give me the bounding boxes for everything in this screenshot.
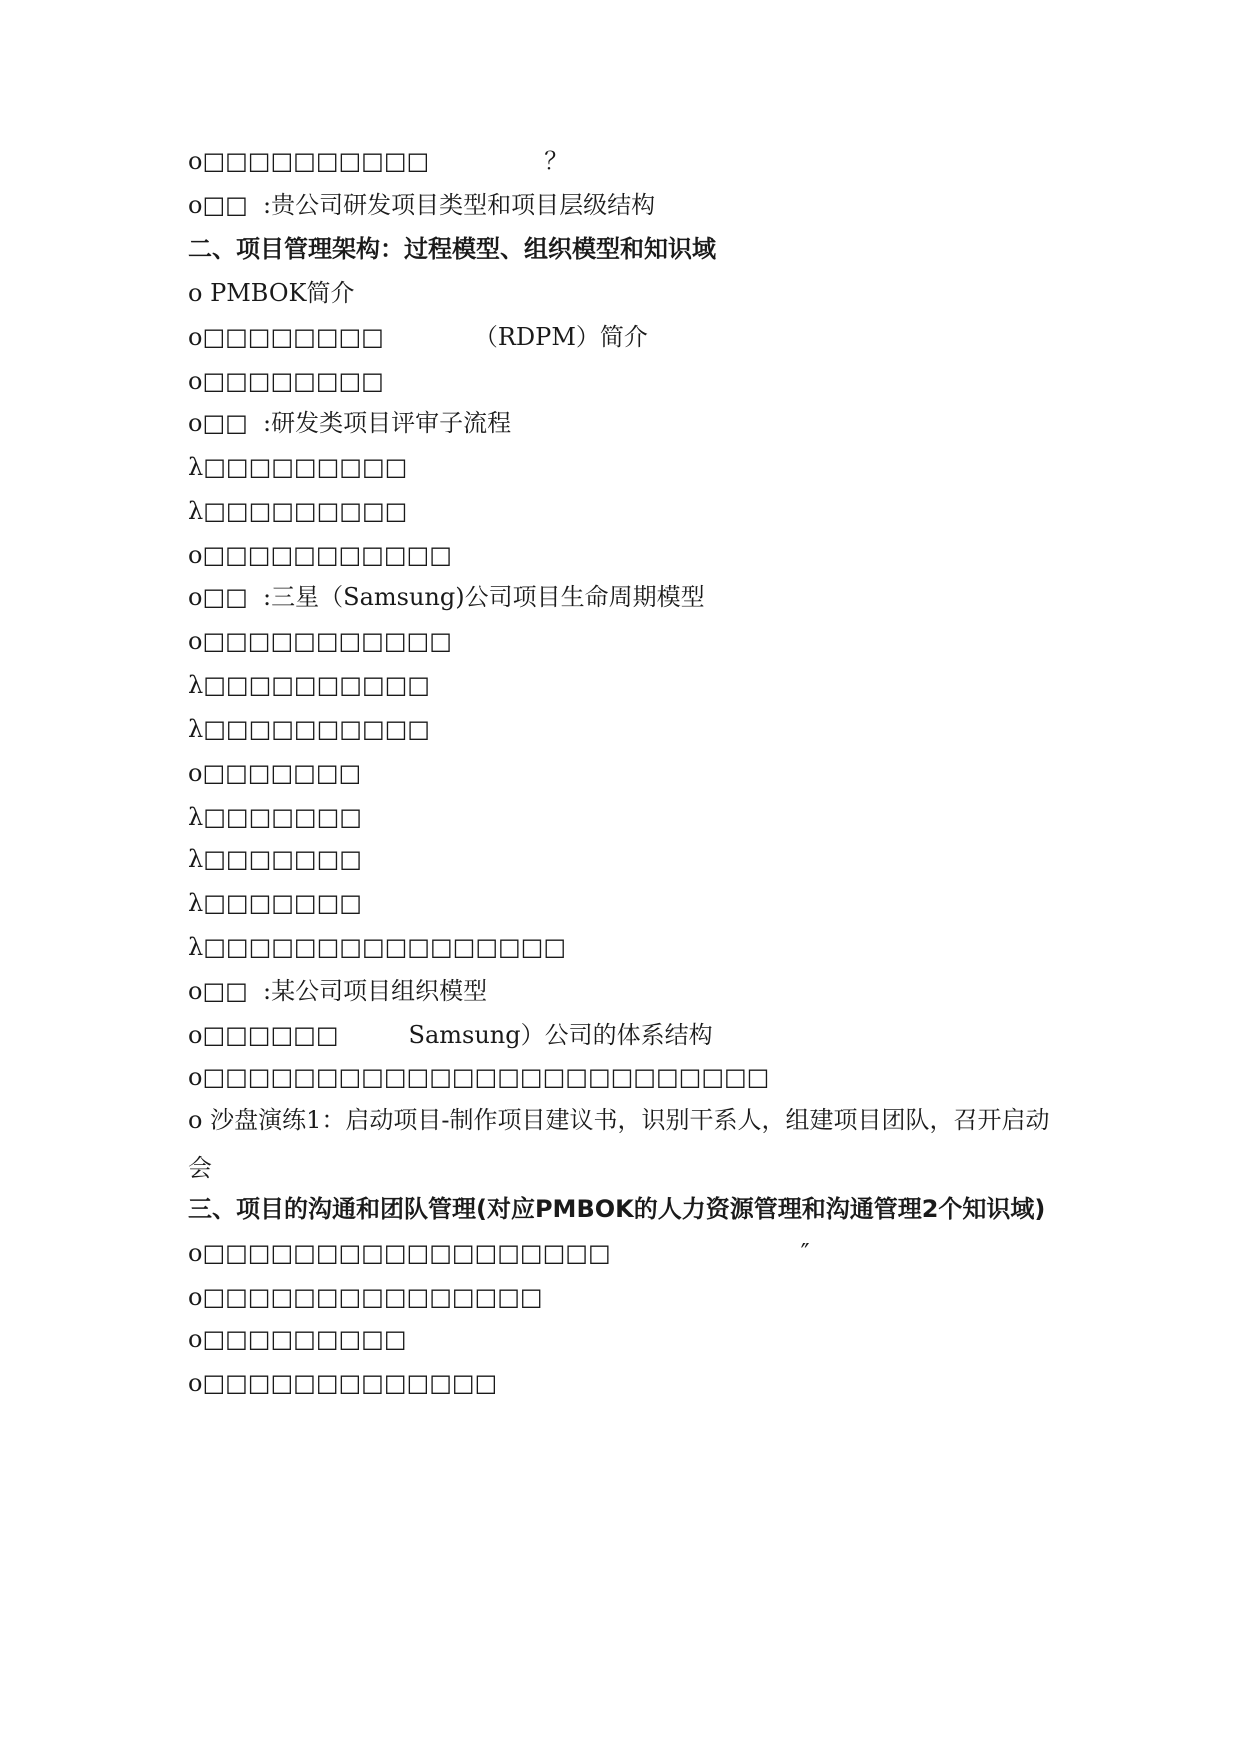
text-line-11: o□□ :三星（Samsung)公司项目生命周期模型 [188,583,705,611]
text-line-7: o□□ :研发类项目评审子流程 [188,409,512,437]
text-line-28: o□□□□□□□□□□□□□ [188,1369,498,1397]
text-line-6: o□□□□□□□□ [188,367,384,395]
text-line-9: λ□□□□□□□□□ [188,497,408,525]
text-line-22: o□□□□□□□□□□□□□□□□□□□□□□□□□ [188,1063,770,1091]
text-line-20: o□□ :某公司项目组织模型 [188,977,488,1005]
section-heading-2: 二、项目管理架构：过程模型、组织模型和知识域 [188,235,716,263]
text-line-27: o□□□□□□□□□ [188,1325,407,1353]
text-line-21 [188,1018,1053,1052]
text-line-15: o□□□□□□□ [188,759,362,787]
text-line-1 [188,144,1053,178]
text-line-26: o□□□□□□□□□□□□□□□ [188,1283,543,1311]
line-text-tail: Samsung）公司的体系结构 [408,1021,713,1049]
text-line-13: λ□□□□□□□□□□ [188,671,430,699]
text-line-25 [188,1236,1053,1270]
line-text-tail: ？ [544,147,569,175]
line-text-tail: ″ [800,1239,810,1267]
text-line-19: λ□□□□□□□□□□□□□□□□ [188,933,567,961]
text-line-4: o PMBOK简介 [188,279,355,307]
text-line-16: λ□□□□□□□ [188,803,362,831]
text-paragraph-23: o 沙盘演练1：启动项目-制作项目建议书，识别干系人，组建项目团队，召开启动会 [188,1106,1050,1182]
line-text: o□□□□□□ [188,1021,339,1049]
text-line-17: λ□□□□□□□ [188,845,362,873]
text-line-2: o□□ :贵公司研发项目类型和项目层级结构 [188,191,656,219]
text-line-5 [188,320,1053,354]
line-text-tail: （RDPM）简介 [473,323,648,351]
line-text: o□□□□□□□□□□□□□□□□□□ [188,1239,611,1267]
line-text: o□□□□□□□□ [188,323,384,351]
text-line-18: λ□□□□□□□ [188,889,362,917]
text-line-12: o□□□□□□□□□□□ [188,627,452,655]
text-line-14: λ□□□□□□□□□□ [188,715,430,743]
section-heading-3: 三、项目的沟通和团队管理(对应PMBOK的人力资源管理和沟通管理2个知识域) [188,1195,1046,1223]
line-text: o□□□□□□□□□□ [188,147,430,175]
text-line-8: λ□□□□□□□□□ [188,453,408,481]
text-line-10: o□□□□□□□□□□□ [188,541,452,569]
